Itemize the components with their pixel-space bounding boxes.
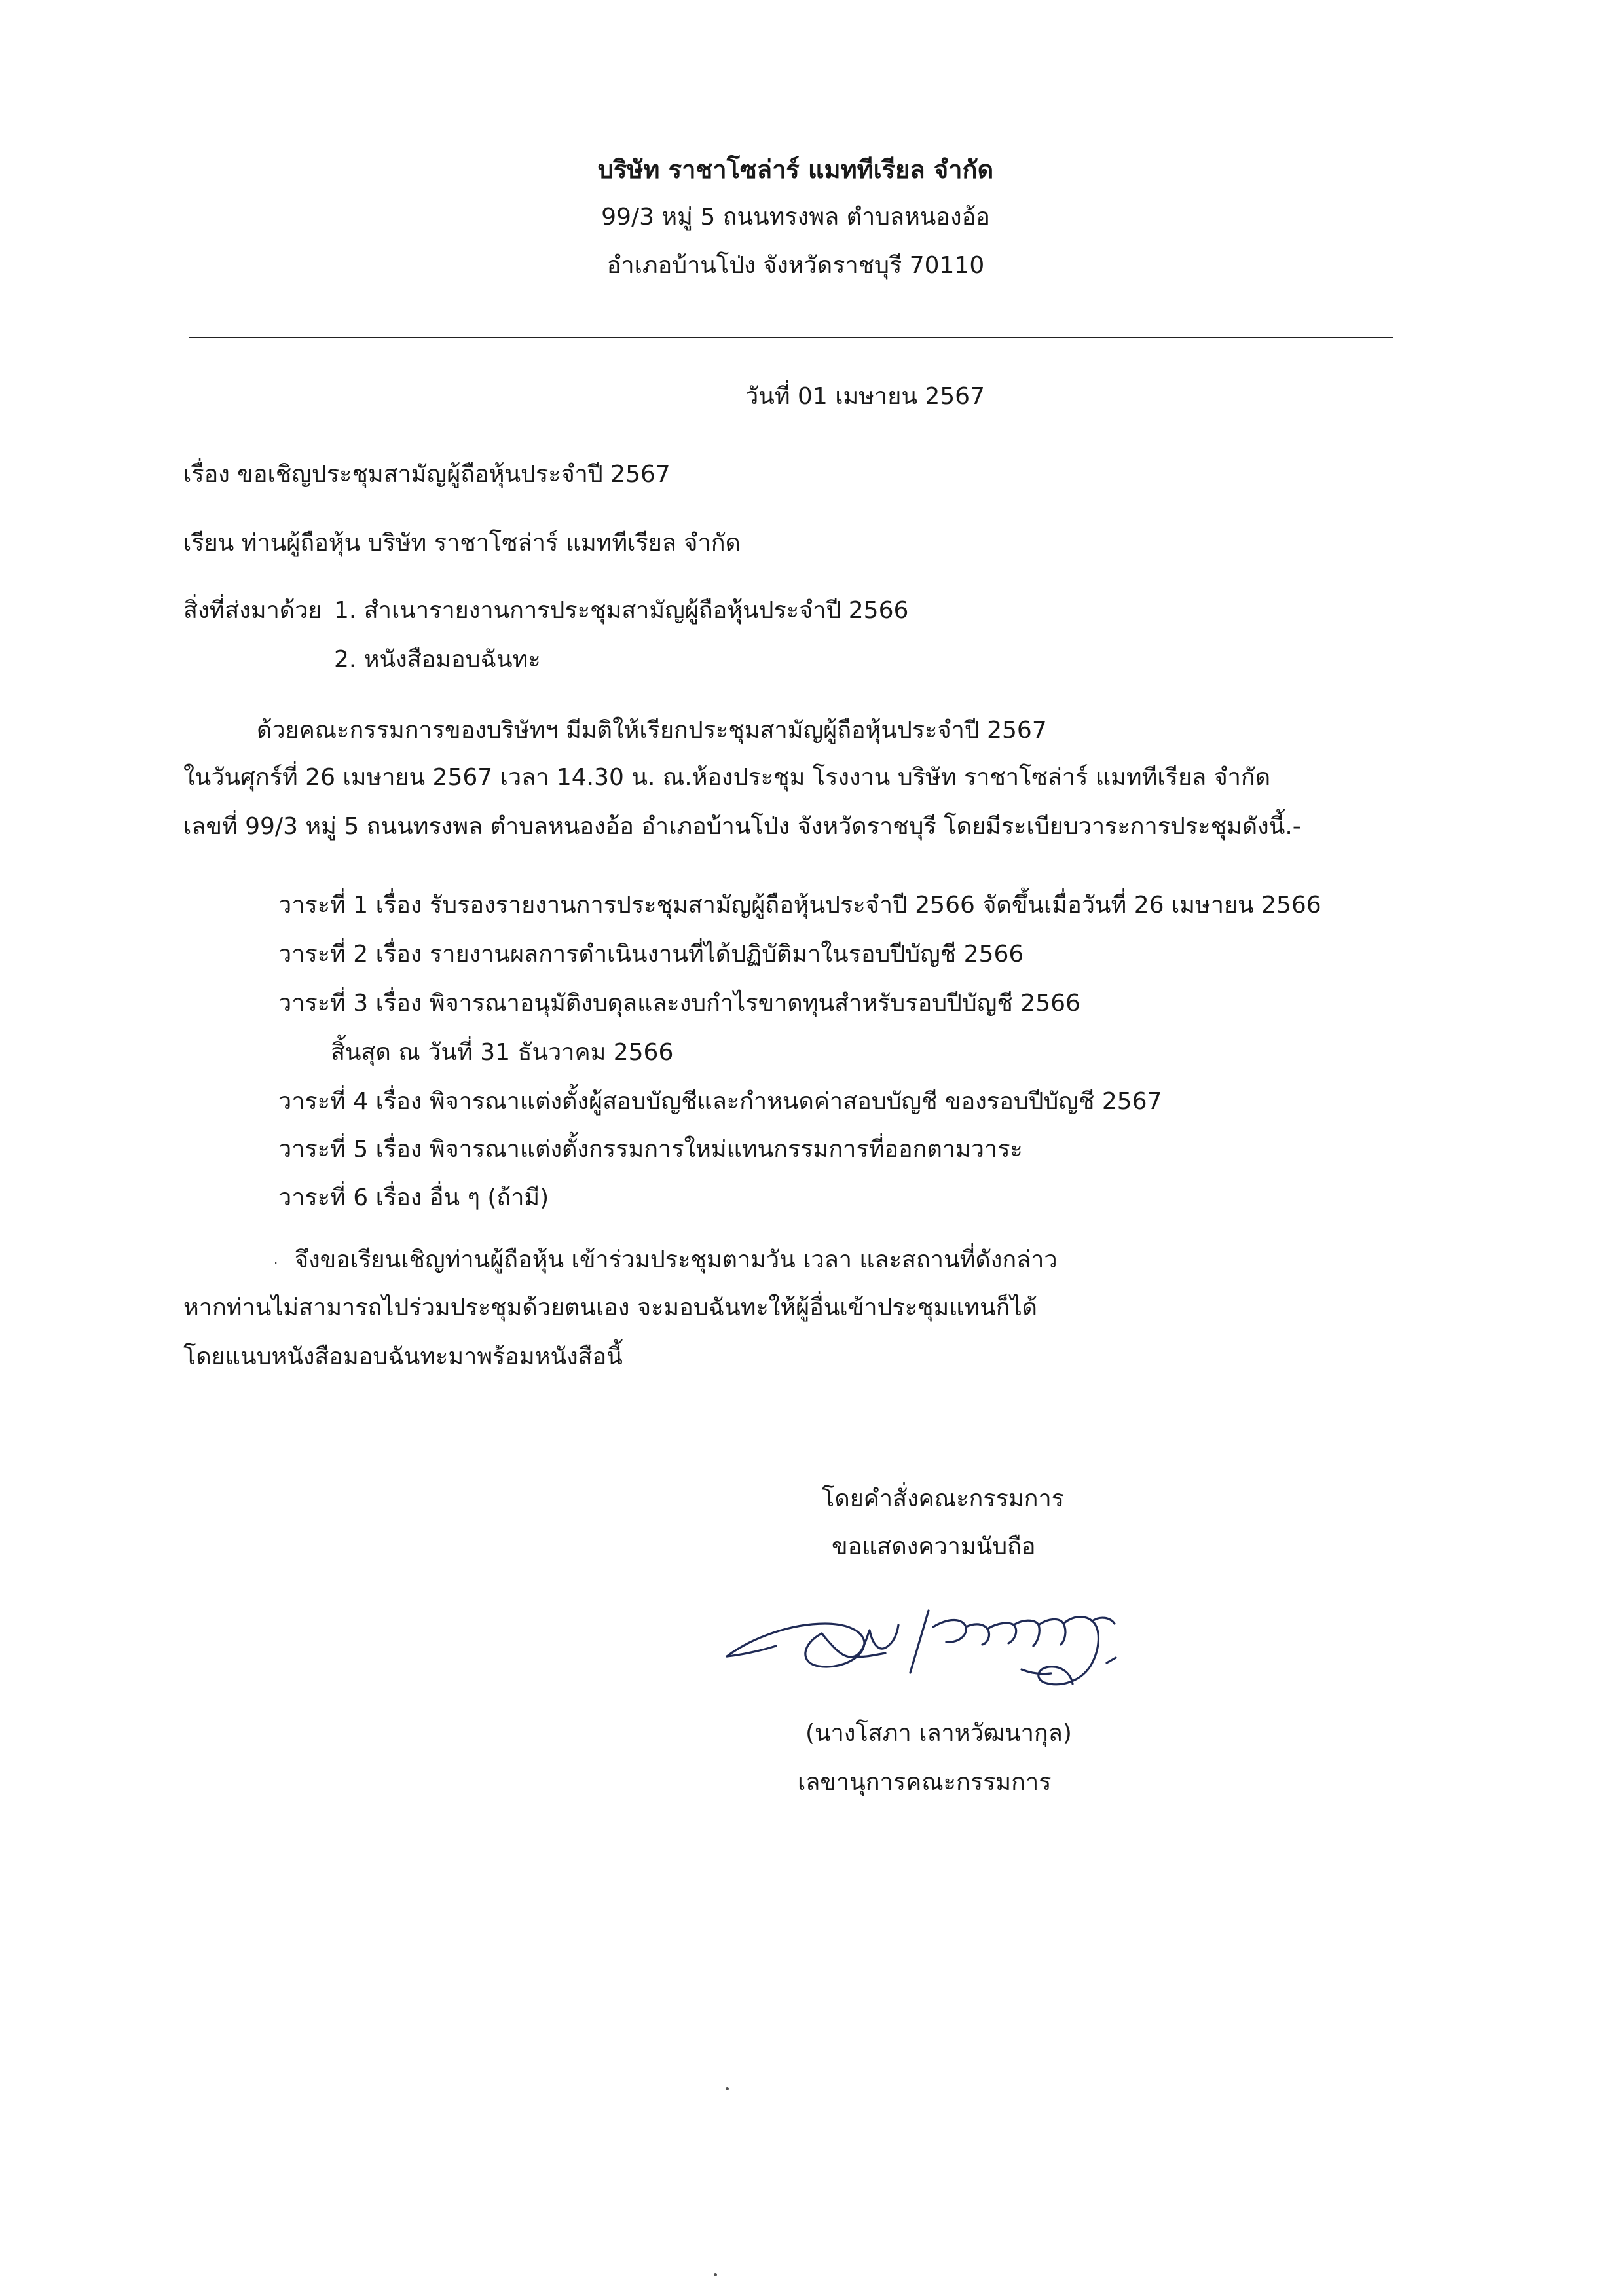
company-name: บริษัท ราชาโซล่าร์ แมททีเรียล จำกัด bbox=[597, 155, 994, 184]
agenda-item: วาระที่ 1 เรื่อง รับรองรายงานการประชุมสามัญผู้ถือหุ้นประจำปี 2566 จัดขึ้นเมื่อวันที่ 26 เมษายน 2566 bbox=[278, 892, 1321, 919]
letter-date: วันที่ 01 เมษายน 2567 bbox=[745, 383, 985, 410]
body-line: ด้วยคณะกรรมการของบริษัทฯ มีมติให้เรียกประชุมสามัญผู้ถือหุ้นประจำปี 2567 bbox=[257, 717, 1047, 744]
closing-line: โดยแนบหนังสือมอบฉันทะมาพร้อมหนังสือนี้ bbox=[183, 1343, 623, 1370]
agenda-item: วาระที่ 5 เรื่อง พิจารณาแต่งตั้งกรรมการใหม่แทนกรรมการที่ออกตามวาระ bbox=[278, 1136, 1023, 1163]
signature-icon bbox=[714, 1578, 1146, 1709]
enclosure-item: 1. สำเนารายงานการประชุมสามัญผู้ถือหุ้นประจำปี 2566 bbox=[334, 597, 909, 624]
closing-bullet-mark: · bbox=[274, 1255, 278, 1271]
enclosures-label: สิ่งที่ส่งมาด้วย bbox=[183, 597, 322, 624]
closing-line: หากท่านไม่สามารถไปร่วมประชุมด้วยตนเอง จะมอบฉันทะให้ผู้อื่นเข้าประชุมแทนก็ได้ bbox=[183, 1294, 1038, 1321]
signer-title: เลขานุการคณะกรรมการ bbox=[798, 1769, 1052, 1796]
agenda-item: วาระที่ 6 เรื่อง อื่น ๆ (ถ้ามี) bbox=[278, 1184, 549, 1211]
scan-speck bbox=[714, 2273, 717, 2276]
agenda-item: วาระที่ 2 เรื่อง รายงานผลการดำเนินงานที่ได้ปฏิบัติมาในรอบปีบัญชี 2566 bbox=[278, 941, 1024, 968]
signoff-regards: ขอแสดงความนับถือ bbox=[832, 1533, 1036, 1560]
enclosure-item: 2. หนังสือมอบฉันทะ bbox=[334, 646, 541, 673]
signoff-by-order: โดยคำสั่งคณะกรรมการ bbox=[822, 1485, 1065, 1512]
letter-subject: เรื่อง ขอเชิญประชุมสามัญผู้ถือหุ้นประจำปี 2567 bbox=[183, 461, 671, 488]
agenda-item-continuation: สิ้นสุด ณ วันที่ 31 ธันวาคม 2566 bbox=[331, 1039, 674, 1066]
company-address-line-2: อำเภอบ้านโป่ง จังหวัดราชบุรี 70110 bbox=[606, 252, 985, 279]
agenda-item: วาระที่ 3 เรื่อง พิจารณาอนุมัติงบดุลและงบกำไรขาดทุนสำหรับรอบปีบัญชี 2566 bbox=[278, 990, 1080, 1017]
body-line: เลขที่ 99/3 หมู่ 5 ถนนทรงพล ตำบลหนองอ้อ อำเภอบ้านโป่ง จังหวัดราชบุรี โดยมีระเบียบวาระการประชุมดังนี้.- bbox=[183, 813, 1301, 840]
signer-name: (นางโสภา เลาหวัฒนากุล) bbox=[805, 1720, 1072, 1747]
scan-speck bbox=[726, 2087, 729, 2090]
agenda-item: วาระที่ 4 เรื่อง พิจารณาแต่งตั้งผู้สอบบัญชีและกำหนดค่าสอบบัญชี ของรอบปีบัญชี 2567 bbox=[278, 1088, 1162, 1115]
letterhead-divider bbox=[189, 337, 1393, 338]
body-line: ในวันศุกร์ที่ 26 เมษายน 2567 เวลา 14.30 น. ณ.ห้องประชุม โรงงาน บริษัท ราชาโซล่าร์ แมททีเรียล จำกัด bbox=[183, 764, 1271, 791]
company-address-line-1: 99/3 หมู่ 5 ถนนทรงพล ตำบลหนองอ้อ bbox=[601, 204, 990, 230]
letter-recipient: เรียน ท่านผู้ถือหุ้น บริษัท ราชาโซล่าร์ แมททีเรียล จำกัด bbox=[183, 530, 741, 556]
closing-line: จึงขอเรียนเชิญท่านผู้ถือหุ้น เข้าร่วมประชุมตามวัน เวลา และสถานที่ดังกล่าว bbox=[295, 1247, 1058, 1273]
